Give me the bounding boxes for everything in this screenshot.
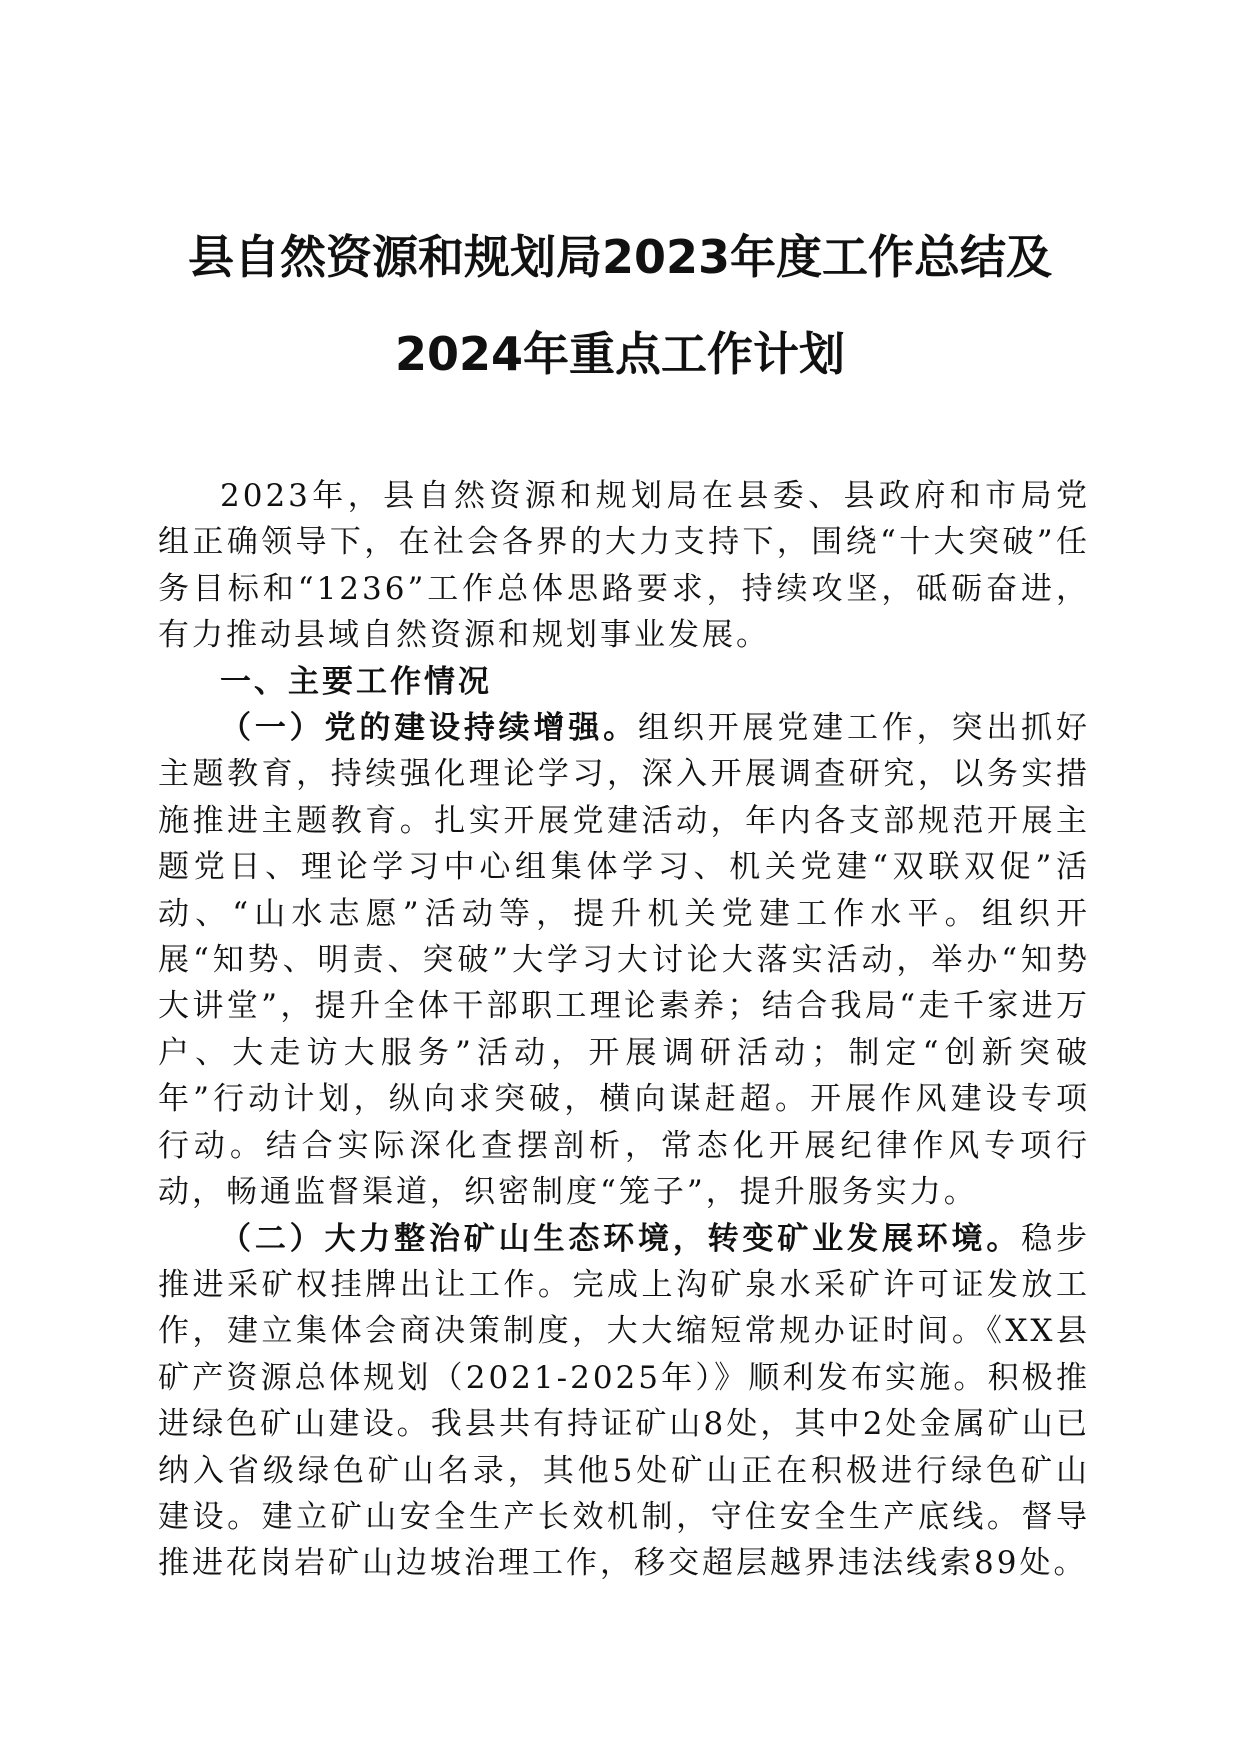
document-body bbox=[158, 473, 1090, 1587]
intro-paragraph: 2023年，县自然资源和规划局在县委、县政府和市局党组正确领导下，在社会各界的大力支持下，围绕“十大突破”任务目标和“1236”工作总体思路要求，持续攻坚，砥砺奋进，有力推动县域自然资源和规划事业发展。 bbox=[158, 478, 1090, 654]
paragraph-lead-mine-environment: （二）大力整治矿山生态环境，转变矿业发展环境。 bbox=[220, 1220, 1022, 1257]
section-heading-main-work: 一、主要工作情况 bbox=[220, 663, 492, 700]
paragraph-party-building bbox=[158, 705, 1090, 1215]
paragraph-text-party-building: 组织开展党建工作，突出抓好主题教育，持续强化理论学习，深入开展调查研究，以务实措施推进主题教育。扎实开展党建活动，年内各支部规范开展主题党日、理论学习中心组集体学习、机关党建“双联双促”活动、“山水志愿”活动等，提升机关党建工作水平。组织开展“知势、明责、突破”大学习大讨论大落实活动，举办“知势大讲堂”，提升全体干部职工理论素养；结合我局“走千家进万户、大走访大服务”活动，开展调研活动；制定“创新突破年”行动计划，纵向求突破，横向谋赶超。开展作风建设专项行动。结合实际深化查摆剖析，常态化开展纪律作风专项行动，畅通监督渠道，织密制度“笼子”，提升服务实力。 bbox=[158, 710, 1090, 1211]
paragraph-text-mine-environment: 稳步推进采矿权挂牌出让工作。完成上沟矿泉水采矿许可证发放工作，建立集体会商决策制度，大大缩短常规办证时间。《XX县矿产资源总体规划（2021-2025年）》顺利发布实施。积极推进绿色矿山建设。我县共有持证矿山8处，其中2处金属矿山已纳入省级绿色矿山名录，其他5处矿山正在积极进行绿色矿山建设。建立矿山安全生产长效机制，守住安全生产底线。督导推进花岗岩矿山边坡治理工作，移交超层越界违法线索89处。 bbox=[158, 1220, 1091, 1582]
document-title-line-1: 县自然资源和规划局2023年度工作总结及 bbox=[187, 230, 1053, 284]
paragraph-mine-environment bbox=[158, 1216, 1090, 1587]
paragraph-lead-party-building: （一）党的建设持续增强。 bbox=[220, 710, 638, 747]
document-title-line-2: 2024年重点工作计划 bbox=[394, 327, 846, 381]
